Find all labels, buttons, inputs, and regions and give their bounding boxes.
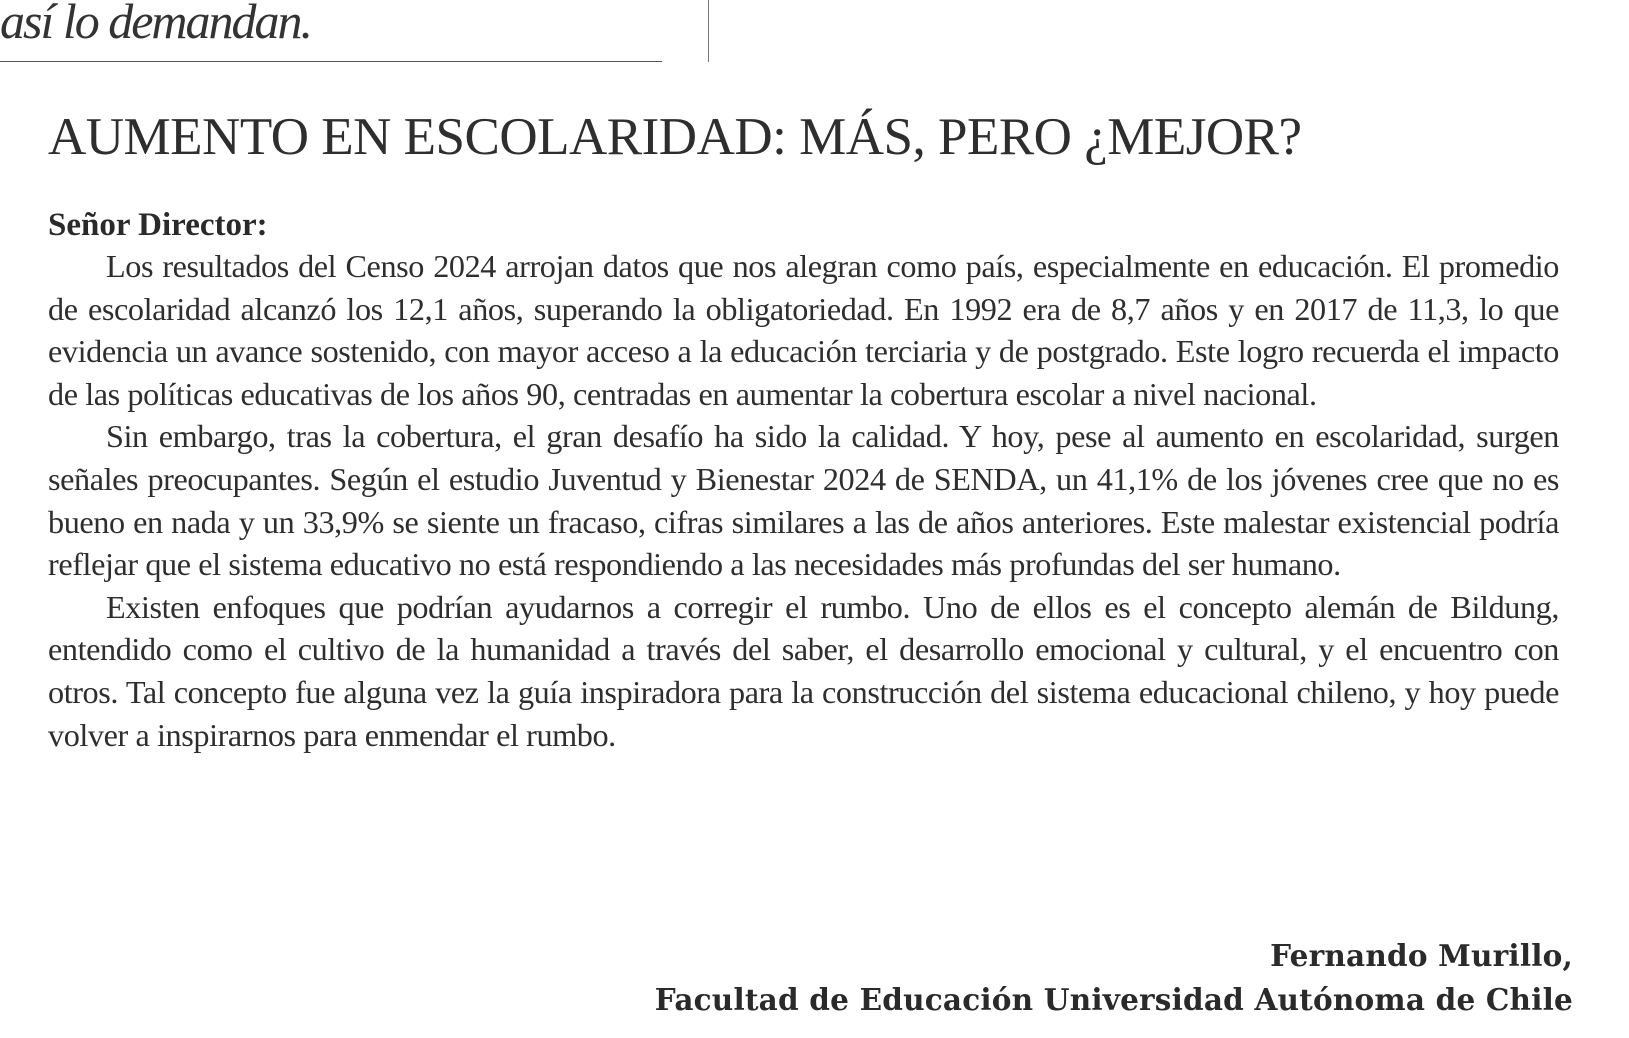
previous-article-fragment: así lo demandan. — [0, 0, 312, 49]
letter-salutation: Señor Director: — [48, 207, 268, 243]
letter-paragraph: Existen enfoques que podrían ayudarnos a corregir el rumbo. Uno de ellos es el concepto alemán de Bildung, entendido como el cultivo de la humanidad a través del saber, el desarrollo emocional y cultural, y el encuentro con otros. Tal concepto fue alguna vez la guía inspiradora para la construcción del sistema educacional chileno, y hoy puede volver a inspirarnos para enmendar el rumbo. — [48, 588, 1559, 753]
letter-paragraph: Sin embargo, tras la cobertura, el gran desafío ha sido la calidad. Y hoy, pese al aumento en escolaridad, surgen señales preocupantes. Según el estudio Juventud y Bienestar 2024 de SENDA, un 41,1% de los jóvenes cree que no es bueno en nada y un 33,9% se siente un fracaso, cifras similares a las de años anteriores. Este malestar existencial podría reflejar que el sistema educativo no está respondiendo a las necesidades más profundas del ser humano. — [48, 418, 1559, 583]
author-affiliation: Facultad de Educación Universidad Autónoma de Chile — [654, 982, 1573, 1017]
letter-headline: AUMENTO EN ESCOLARIDAD: MÁS, PERO ¿MEJOR? — [48, 108, 1302, 166]
author-name: Fernando Murillo, — [1270, 938, 1573, 973]
column-divider-horizontal — [0, 61, 662, 62]
letter-body — [48, 245, 1559, 756]
letter-signature — [655, 934, 1573, 1022]
letter-paragraph: Los resultados del Censo 2024 arrojan datos que nos alegran como país, especialmente en educación. El promedio de escolaridad alcanzó los 12,1 años, superando la obligatoriedad. En 1992 era de 8,7 años y en 2017 de 11,3, lo que evidencia un avance sostenido, con mayor acceso a la educación terciaria y de postgrado. Este logro recuerda el impacto de las políticas educativas de los años 90, centradas en aumentar la cobertura escolar a nivel nacional. — [48, 248, 1559, 412]
column-divider-vertical — [708, 0, 709, 62]
